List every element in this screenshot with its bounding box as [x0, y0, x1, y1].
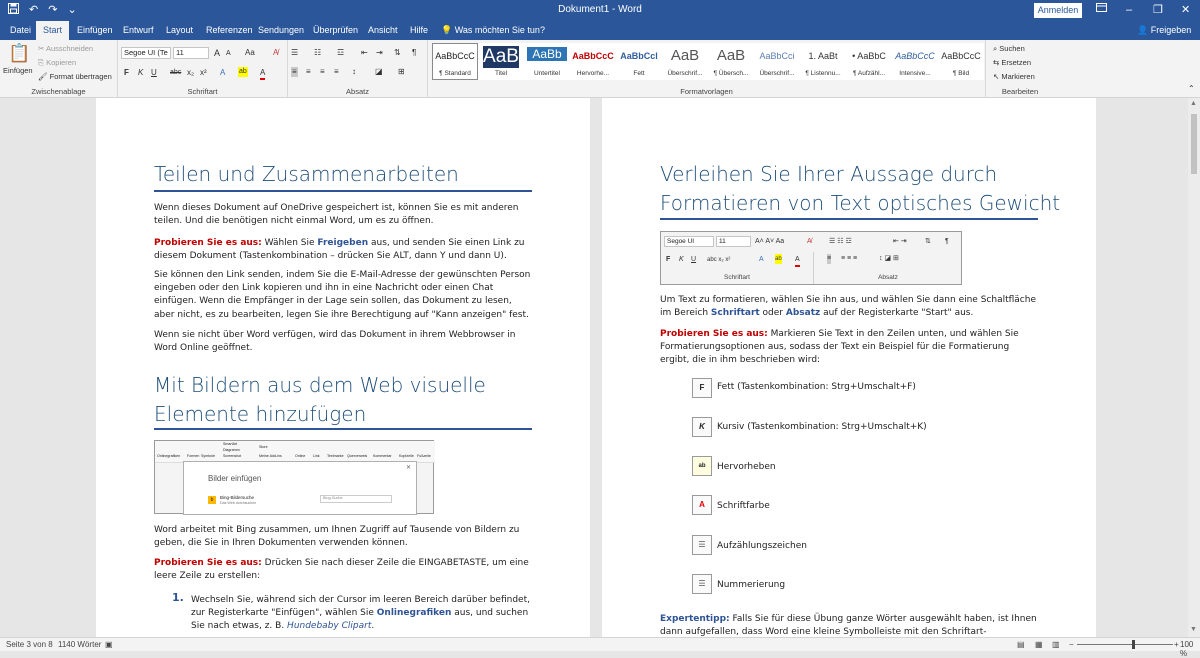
paragraph-group-label: Absatz: [346, 87, 369, 96]
text-run: .: [371, 621, 375, 632]
tab-help[interactable]: Hilfe: [410, 25, 429, 35]
mini-effects-icon: A: [759, 256, 764, 263]
bullets-icon[interactable]: ☰: [291, 48, 299, 57]
ribbon: [0, 40, 1200, 98]
scroll-up-icon[interactable]: ▲: [1190, 100, 1197, 107]
tell-me-box[interactable]: [441, 21, 545, 40]
heading-rule: [154, 428, 532, 430]
increase-indent-icon[interactable]: ⇥: [376, 48, 383, 57]
find-button[interactable]: [993, 44, 1025, 54]
mini-toolbar-label: Querverweis: [347, 454, 368, 458]
style-sample: AaB: [483, 46, 519, 67]
heading-share: Teilen und Zusammenarbeiten: [154, 162, 459, 186]
tab-review[interactable]: Überprüfen: [313, 25, 359, 35]
paragraph: Wenn dieses Dokument auf OneDrive gespeichert ist, können Sie es mit anderen teilen. Und die benötigen nicht einmal Word, um es zu öffnen.: [154, 203, 519, 227]
format-painter-button[interactable]: [38, 72, 112, 81]
grow-font-button[interactable]: A: [214, 48, 221, 58]
zoom-in-icon[interactable]: +: [1174, 640, 1179, 649]
tab-mailings[interactable]: Sendungen: [258, 25, 305, 35]
borders-icon[interactable]: ⊞: [398, 67, 405, 76]
brush-icon: 🖌: [38, 72, 48, 81]
italic-button[interactable]: K: [138, 68, 144, 77]
replace-icon: ⇆: [993, 58, 1000, 67]
online-pictures-link: Onlinegrafiken: [376, 608, 452, 619]
decrease-indent-icon[interactable]: ⇤: [361, 48, 368, 57]
text-run: Wählen Sie: [261, 238, 318, 248]
try-it-label: Probieren Sie es aus:: [660, 329, 768, 339]
maximize-button[interactable]: ❐: [1153, 4, 1163, 16]
dialog-title: Bilder einfügen: [208, 474, 262, 483]
align-right-icon[interactable]: ≡: [320, 67, 325, 76]
pilcrow-icon[interactable]: ¶: [412, 48, 417, 57]
style-name: Überschrif...: [759, 70, 795, 77]
style-strong[interactable]: [616, 43, 662, 80]
text-run: Falls Sie für diese Übung ganze Wörter ausgewählt haben, ist Ihnen dann aufgefallen, dass Word eine kleine Symbolleiste mit den Schriftart-: [660, 614, 1037, 638]
share-button[interactable]: [1137, 21, 1191, 40]
mini-underline-icon: U: [691, 256, 697, 263]
copy-button[interactable]: [38, 58, 76, 68]
style-sample: AaBbCcC: [941, 51, 981, 61]
collapse-ribbon-icon[interactable]: ⌃: [1188, 84, 1195, 93]
left-page[interactable]: [96, 98, 590, 637]
line-spacing-icon[interactable]: ↕: [352, 67, 356, 76]
shading-icon[interactable]: ◪: [375, 67, 383, 76]
align-left-icon[interactable]: ≡: [292, 67, 297, 76]
font-color-icon[interactable]: A: [260, 68, 265, 80]
mini-para-label: Absatz: [878, 274, 898, 281]
list-number: 1.: [172, 591, 184, 604]
tab-home[interactable]: Start: [36, 21, 69, 40]
right-page[interactable]: [602, 98, 1096, 637]
style-sample: AaB: [670, 47, 700, 64]
paragraph-group: [288, 40, 428, 98]
font-color-icon: A: [692, 495, 712, 515]
strikethrough-button[interactable]: abc: [170, 69, 182, 76]
font-group-label: Schriftart: [187, 87, 218, 96]
paste-icon: 📋: [8, 43, 31, 63]
sort-icon[interactable]: ⇅: [394, 48, 401, 57]
mini-toolbar-label: Fußzeile: [417, 454, 431, 458]
justify-icon[interactable]: ≡: [334, 67, 339, 76]
mini-font-name: Segoe UI: [664, 236, 714, 247]
clipboard-group: [0, 40, 118, 98]
text-run: oder: [759, 308, 786, 319]
select-button[interactable]: [993, 72, 1035, 81]
mini-clear-icon: A̸: [807, 238, 812, 245]
scroll-down-icon[interactable]: ▼: [1190, 626, 1197, 633]
mini-toolbar-label: Formen: [187, 454, 200, 458]
scrollbar-thumb[interactable]: [1191, 114, 1197, 174]
style-sample: AaBbCci: [759, 51, 795, 61]
tab-references[interactable]: Referenzen: [206, 25, 253, 35]
share-label: Freigeben: [1150, 25, 1192, 35]
bing-logo-icon: b: [208, 496, 216, 504]
ribbon-tabs: [0, 21, 1200, 40]
font-name-combo[interactable]: Segoe UI (Te: [121, 47, 171, 59]
mini-toolbar-label: SmartArt: [223, 442, 238, 446]
zoom-level[interactable]: 100 %: [1180, 640, 1194, 658]
insert-pictures-dialog: [183, 461, 417, 515]
text-run: auf der Registerkarte "Start" aus.: [820, 308, 974, 319]
clear-formatting-icon[interactable]: A̸: [273, 48, 279, 57]
mini-bold-icon: F: [666, 256, 671, 263]
tab-insert[interactable]: Einfügen: [77, 25, 113, 35]
mini-pilcrow-icon: ¶: [945, 238, 949, 245]
signin-button[interactable]: Anmelden: [1034, 3, 1082, 18]
font-group-link: Schriftart: [710, 308, 760, 319]
feature-label-numbering: Nummerierung: [717, 580, 786, 590]
style-name: ¶ Übersch...: [713, 70, 749, 77]
style-sample: 1. AaBt: [808, 51, 838, 61]
magnifier-icon: ⌕: [993, 44, 998, 53]
paragraph: Wenn sie nicht über Word verfügen, wird das Dokument in ihrem Webbrowser in Word Online geöffnet.: [154, 330, 516, 354]
highlight-icon: ab: [692, 456, 712, 476]
mini-font-size: 11: [716, 236, 751, 247]
mini-highlight-icon: ab: [775, 256, 782, 262]
list-item: [191, 594, 531, 634]
align-center-icon[interactable]: ≡: [306, 67, 311, 76]
mini-sort-icon: ⇅: [925, 238, 931, 245]
mini-toolbar-label: Link: [313, 454, 320, 458]
share-link: Freigeben: [317, 238, 369, 248]
bing-source-title: Bing-Bildersuche: [220, 495, 255, 500]
title-bar: [0, 0, 1200, 21]
subscript-button[interactable]: x₂: [187, 68, 195, 77]
style-name: ¶ Listennu...: [805, 70, 841, 77]
zoom-slider-thumb[interactable]: [1132, 640, 1135, 649]
style-list-number[interactable]: [800, 43, 846, 80]
minimize-button[interactable]: –: [1126, 4, 1133, 16]
mini-grow-icon: A˄ A˅ Aa: [755, 238, 785, 245]
mini-lists-icon: ☰ ☷ ☲: [829, 238, 852, 245]
mini-font-label: Schriftart: [723, 274, 750, 281]
style-sample: AaBbCcC: [572, 51, 614, 61]
page-count[interactable]: Seite 3 von 8: [6, 640, 53, 649]
mini-indent-icon: ⇤ ⇥: [893, 238, 907, 245]
heading-images-line1: Mit Bildern aus dem Web visuelle: [154, 373, 486, 397]
cut-label: Ausschneiden: [45, 44, 94, 53]
shrink-font-button[interactable]: A: [226, 50, 231, 57]
text-run: Wechseln Sie, während sich der Cursor im leeren Bereich darüber befindet, zur Registerkarte "Einfügen", wählen Sie: [191, 595, 530, 619]
find-label: Suchen: [999, 44, 1025, 53]
undo-icon[interactable]: ↶: [29, 4, 39, 16]
style-sample: AaB: [716, 47, 746, 64]
format-painter-label: Format übertragen: [49, 72, 112, 81]
text-run: aus, und suchen Sie nach etwas, z. B.: [191, 608, 529, 632]
styles-group: [428, 40, 986, 98]
style-sample: AaBbCcC: [895, 51, 935, 61]
chevron-down-icon[interactable]: ⌄: [67, 4, 77, 16]
copy-label: Kopieren: [46, 58, 77, 67]
heading-rule: [154, 190, 532, 192]
formatting-ribbon-screenshot: [660, 231, 962, 285]
style-heading-2[interactable]: [708, 43, 754, 80]
superscript-button[interactable]: x²: [200, 68, 207, 77]
paragraph: [660, 328, 1040, 368]
print-layout-icon[interactable]: ▦: [1035, 640, 1043, 649]
tab-view[interactable]: Ansicht: [368, 25, 398, 35]
style-list-bullet[interactable]: [846, 43, 892, 80]
paragraph: [660, 294, 1040, 320]
insert-pictures-screenshot: [154, 440, 434, 514]
bullets-icon: ☰: [692, 535, 712, 555]
style-sample: AaBbCcl: [620, 51, 658, 61]
mini-toolbar-label: Online: [295, 454, 306, 458]
mini-toolbar-label: Meine Add-ins: [259, 454, 282, 458]
style-heading-3[interactable]: [754, 43, 800, 80]
paste-button[interactable]: Einfügen: [3, 66, 33, 75]
mini-italic-icon: K: [679, 256, 684, 263]
style-name: Hervorhe...: [576, 70, 610, 77]
style-title[interactable]: [478, 43, 524, 80]
document-area: [0, 98, 1200, 637]
paragraph: Word arbeitet mit Bing zusammen, um Ihnen Zugriff auf Tausende von Bildern zu geben, die Sie in Ihren Dokumenten verwenden können.: [154, 525, 520, 549]
heading-rule: [660, 218, 1038, 220]
paragraph: Sie können den Link senden, indem Sie die E-Mail-Adresse der gewünschten Person eingeben oder den Link kopieren und ihn in eine Nachricht oder einen Chat einfügen. Wenn die Empfänger in der Lage sein sollen, das Dokument zu lesen, aber nicht, es zu bearbeiten, legen Sie ihre Berechtigung auf "Kann anzeigen" fest.: [154, 270, 531, 320]
mini-align-icons: ≡ ≡ ≡: [841, 255, 858, 262]
styles-group-label: Formatvorlagen: [680, 87, 733, 96]
style-name: Titel: [494, 70, 508, 77]
mini-toolbar: [155, 441, 435, 463]
mini-divider: [813, 252, 814, 284]
mini-spacing-icons: ↕ ◪ ⊞: [879, 255, 899, 262]
zoom-out-icon[interactable]: −: [1069, 640, 1074, 649]
paragraph: [154, 557, 534, 583]
paragraph-group-link: Absatz: [785, 308, 821, 319]
bold-icon: F: [692, 378, 712, 398]
mini-toolbar-label: Onlinegrafiken: [157, 454, 181, 458]
style-name: Untertitel: [533, 70, 560, 77]
style-standard[interactable]: [432, 43, 478, 80]
style-name: Intensive...: [899, 70, 931, 77]
mini-toolbar-label: Kommentar: [373, 454, 392, 458]
style-sample: • AaBbC: [852, 51, 886, 61]
heading-format-line1: Verleihen Sie Ihrer Aussage durch: [660, 162, 998, 186]
read-mode-icon[interactable]: ▤: [1017, 640, 1025, 649]
style-intense[interactable]: [892, 43, 938, 80]
clipboard-group-label: Zwischenablage: [31, 87, 86, 96]
close-icon: ✕: [406, 465, 412, 471]
tell-me-text: Was möchten Sie tun?: [454, 25, 545, 35]
ribbon-display-icon[interactable]: [1096, 2, 1107, 18]
style-name: ¶ Standard: [439, 70, 471, 77]
feature-label-bold: Fett (Tastenkombination: Strg+Umschalt+F): [717, 382, 916, 392]
feature-label-bullets: Aufzählungszeichen: [717, 541, 807, 551]
multilevel-list-icon[interactable]: ☲: [337, 48, 345, 57]
mini-align-left-icon: ≡: [827, 255, 832, 262]
cut-button[interactable]: [38, 44, 93, 53]
expert-tip-label: Expertentipp:: [660, 614, 730, 624]
lightbulb-icon: 💡: [441, 25, 453, 35]
style-picture[interactable]: [938, 43, 984, 80]
editing-group: [986, 40, 1054, 98]
text-run: aus, und senden Sie einen Link zu diesem Dokument (Tastenkombination – drücken Sie ALT, dann Y und dann U).: [154, 238, 525, 262]
style-emphasis[interactable]: [570, 43, 616, 80]
tab-design[interactable]: Entwurf: [123, 25, 154, 35]
italic-icon: K: [692, 417, 712, 437]
redo-icon[interactable]: ↷: [48, 4, 58, 16]
word-count[interactable]: 1140 Wörter: [58, 640, 102, 649]
scissors-icon: ✂: [38, 44, 45, 53]
close-button[interactable]: ✕: [1181, 4, 1191, 16]
style-name: Fett: [633, 70, 645, 77]
highlight-icon[interactable]: ab: [239, 68, 247, 75]
copy-icon: ⎘: [38, 58, 44, 67]
mini-script-icons: abc x₂ x²: [707, 257, 731, 263]
try-it-label: Probieren Sie es aus:: [154, 238, 262, 248]
feature-label-highlight: Hervorheben: [717, 462, 776, 472]
bing-search-field: Bing-Suche: [320, 495, 392, 503]
feature-label-italic: Kursiv (Tastenkombination: Strg+Umschalt+K): [717, 422, 927, 432]
font-group: [118, 40, 288, 98]
example-text: Hundebaby Clipart: [287, 621, 372, 632]
style-heading-1[interactable]: [662, 43, 708, 80]
replace-button[interactable]: [993, 58, 1031, 67]
status-bar: [0, 637, 1200, 658]
cursor-icon: ↖: [993, 72, 1000, 81]
paragraph: [154, 237, 534, 263]
mini-toolbar-label: Textmarke: [327, 454, 344, 458]
heading-format-line2: Formatieren von Text optisches Gewicht: [660, 191, 1061, 215]
mini-toolbar-label: Screenshot: [223, 454, 242, 458]
bold-button[interactable]: F: [124, 68, 129, 77]
style-sample: AaBbCcC: [435, 51, 475, 61]
mini-toolbar-label: Diagramm: [223, 448, 240, 452]
web-layout-icon[interactable]: ▥: [1052, 640, 1060, 649]
underline-button[interactable]: U: [151, 68, 157, 77]
mini-color-icon: A: [795, 255, 800, 267]
font-size-combo[interactable]: 11: [173, 47, 209, 59]
style-subtitle[interactable]: [524, 43, 570, 80]
numbering-icon[interactable]: ☷: [314, 48, 322, 57]
feature-label-color: Schriftfarbe: [717, 501, 770, 511]
editing-group-label: Bearbeiten: [1001, 87, 1039, 96]
vertical-scrollbar[interactable]: [1188, 98, 1200, 637]
style-name: ¶ Bild: [952, 70, 970, 77]
heading-images-line2: Elemente hinzufügen: [154, 402, 367, 426]
text-run: Drücken Sie nach dieser Zeile die EINGABETASTE, um eine leere Zeile zu erstellen:: [154, 558, 529, 582]
text-run: Um Text zu formatieren, wählen Sie ihn aus, und wählen Sie dann eine Schaltfläche im Bereich: [660, 295, 1036, 319]
zoom-slider[interactable]: [1077, 644, 1173, 645]
tab-layout[interactable]: Layout: [166, 25, 194, 35]
mini-toolbar-label: Symbole: [201, 454, 215, 458]
person-icon: 👤: [1137, 25, 1149, 35]
bing-source-sub: Das Web durchsuchen: [220, 501, 257, 505]
try-it-label: Probieren Sie es aus:: [154, 558, 262, 568]
style-name: Überschrif...: [667, 70, 703, 77]
document-title: Dokument1 - Word: [558, 4, 642, 15]
mini-toolbar-label: Kopfzeile: [399, 454, 414, 458]
style-name: ¶ Aufzähl...: [852, 70, 886, 77]
tab-file[interactable]: Datei: [10, 25, 32, 35]
change-case-button[interactable]: Aa: [245, 48, 255, 57]
text-effects-icon[interactable]: A: [220, 68, 226, 77]
numbering-icon: ☰: [692, 574, 712, 594]
replace-label: Ersetzen: [1001, 58, 1031, 67]
proofing-icon[interactable]: ▣: [105, 640, 113, 649]
text-run: Markieren Sie Text in den Zeilen unten, und wählen Sie Formatierungsoptionen aus, sodass der Text ein Beispiel für die Formatierung ergibt, die in ihm beschrieben wird:: [660, 329, 1019, 366]
select-label: Markieren: [1001, 72, 1035, 81]
style-sample: AaBb: [527, 47, 567, 61]
mini-toolbar-label: Store: [259, 445, 268, 449]
